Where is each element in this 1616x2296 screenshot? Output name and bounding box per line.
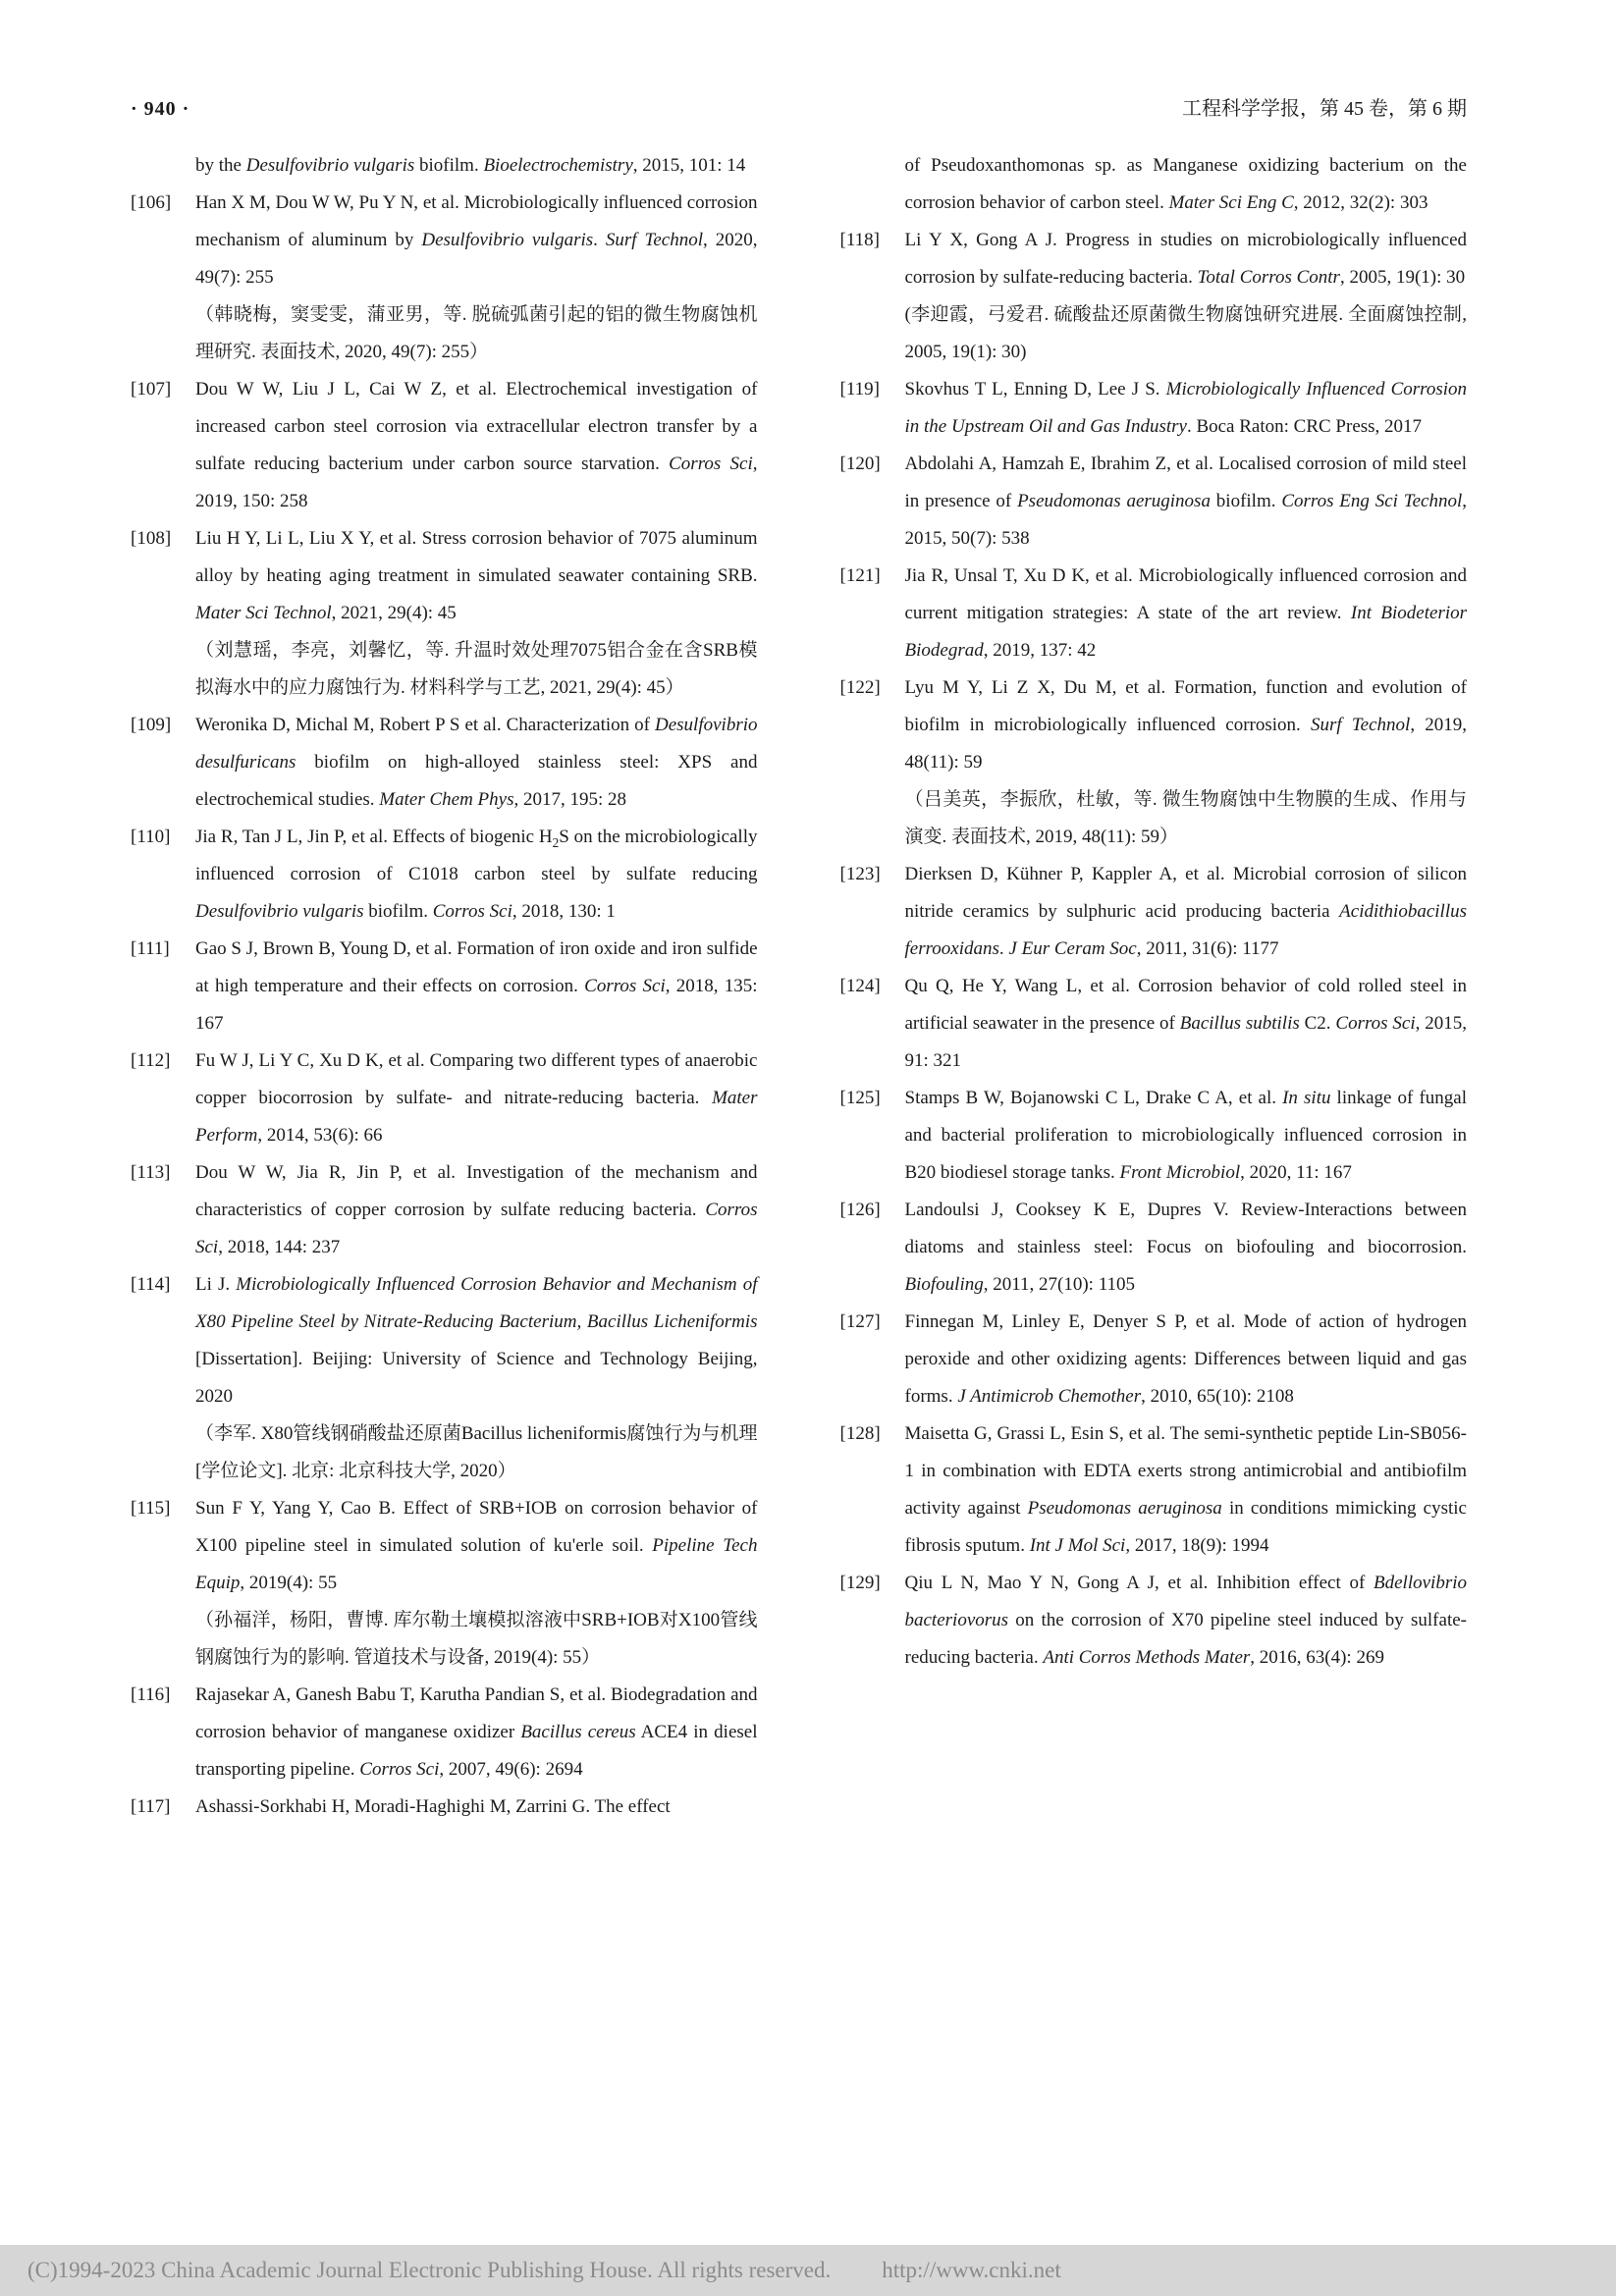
reference-text (195, 520, 758, 707)
references-left-column (131, 147, 758, 1826)
reference-item (840, 856, 1468, 968)
reference-text (195, 1266, 758, 1490)
references-right-column (840, 147, 1468, 1826)
reference-item (131, 1789, 758, 1826)
reference-text (195, 1154, 758, 1266)
reference-label: [112] (131, 1050, 171, 1071)
reference-label: [121] (839, 565, 881, 586)
reference-citation-en: Gao S J, Brown B, Young D, et al. Formation of iron oxide and iron sulfide at high temperature and their effects on corrosion. Corros Sci, 2018, 135: 167 (195, 938, 758, 1034)
reference-citation-en: by the Desulfovibrio vulgaris biofilm. Bioelectrochemistry, 2015, 101: 14 (195, 155, 746, 176)
reference-item (131, 147, 758, 185)
reference-label: [113] (131, 1162, 171, 1183)
reference-item (131, 1677, 758, 1789)
reference-citation-en: Fu W J, Li Y C, Xu D K, et al. Comparing two different types of anaerobic copper biocorrosion by sulfate- and nitrate-reducing bacteria. Mater Perform, 2014, 53(6): 66 (195, 1050, 758, 1146)
reference-label: [125] (839, 1088, 881, 1108)
reference-label: [122] (839, 677, 881, 698)
reference-item (840, 1304, 1468, 1415)
reference-label: [107] (131, 379, 172, 400)
reference-text (195, 707, 758, 819)
reference-citation-en: Dierksen D, Kühner P, Kappler A, et al. Microbial corrosion of silicon nitride ceramics by sulphuric acid producing bacteria Acidithiobacillus ferrooxidans. J Eur Ceram Soc, 2011, 31(6): 1177 (904, 864, 1467, 959)
reference-text (905, 147, 1468, 222)
reference-citation-zh: （刘慧瑶，李亮，刘馨忆，等. 升温时效处理7075铝合金在含SRB模拟海水中的应力腐蚀行为. 材料科学与工艺, 2021, 29(4): 45） (195, 640, 758, 698)
reference-text (195, 1677, 758, 1789)
reference-label: [117] (131, 1796, 171, 1817)
reference-citation-en: Jia R, Tan J L, Jin P, et al. Effects of biogenic $H_2S$ on the microbiologically influenced corrosion of C1018 carbon steel by sulfate reducing Desulfovibrio vulgaris biofilm. Corros Sci, 2018, 130: 1 (195, 827, 758, 922)
reference-label: [110] (131, 827, 171, 847)
reference-item (840, 1565, 1468, 1677)
reference-item (131, 185, 758, 371)
reference-label (131, 147, 195, 185)
reference-label: [106] (131, 192, 172, 213)
reference-text (195, 1042, 758, 1154)
reference-item (840, 446, 1468, 558)
reference-citation-zh: （孙福洋，杨阳，曹博. 库尔勒土壤模拟溶液中SRB+IOB对X100管线钢腐蚀行为的影响. 管道技术与设备, 2019(4): 55） (195, 1610, 758, 1668)
page-header (131, 92, 1467, 121)
reference-item (131, 819, 758, 931)
reference-label: [123] (839, 864, 881, 884)
reference-text (905, 669, 1468, 856)
journal-info: 工程科学学报，第 45 卷，第 6 期 (1182, 98, 1467, 120)
reference-citation-en: Maisetta G, Grassi L, Esin S, et al. The semi-synthetic peptide Lin-SB056-1 in combination with EDTA exerts strong antimicrobial and antibiofilm activity against Pseudomonas aeruginosa in conditions mimicking cystic fibrosis sputum. Int J Mol Sci, 2017, 18(9): 1994 (904, 1423, 1467, 1556)
page-number: · 940 · (131, 98, 190, 120)
reference-text (905, 1192, 1468, 1304)
reference-citation-en: Dou W W, Jia R, Jin P, et al. Investigation of the mechanism and characteristics of copper corrosion by sulfate reducing bacteria. Corros Sci, 2018, 144: 237 (195, 1162, 758, 1257)
reference-citation-en: Skovhus T L, Enning D, Lee J S. Microbiologically Influenced Corrosion in the Upstream Oil and Gas Industry. Boca Raton: CRC Press, 2017 (904, 379, 1467, 437)
reference-citation-en: Dou W W, Liu J L, Cai W Z, et al. Electrochemical investigation of increased carbon steel corrosion via extracellular electron transfer by a sulfate reducing bacterium under carbon source starvation. Corros Sci, 2019, 150: 258 (195, 379, 758, 511)
reference-citation-en: Han X M, Dou W W, Pu Y N, et al. Microbiologically influenced corrosion mechanism of aluminum by Desulfovibrio vulgaris. Surf Technol, 2020, 49(7): 255 (195, 192, 758, 288)
footer-bar (0, 2245, 1616, 2296)
reference-text (905, 222, 1468, 371)
reference-item (840, 147, 1468, 222)
reference-label: [129] (839, 1573, 881, 1593)
reference-item (840, 1080, 1468, 1192)
reference-citation-en: Li J. Microbiologically Influenced Corrosion Behavior and Mechanism of X80 Pipeline Steel by Nitrate-Reducing Bacterium, Bacillus Licheniformis [Dissertation]. Beijing: University of Science and Technology Beijing, 2020 (195, 1274, 758, 1407)
reference-citation-en: Landoulsi J, Cooksey K E, Dupres V. Review-Interactions between diatoms and stainless steel: Focus on biofouling and biocorrosion. Biofouling, 2011, 27(10): 1105 (904, 1200, 1467, 1295)
reference-label: [126] (839, 1200, 881, 1220)
reference-text (195, 185, 758, 371)
reference-text (195, 1490, 758, 1677)
reference-label: [120] (839, 454, 881, 474)
reference-item (840, 968, 1468, 1080)
reference-item (840, 669, 1468, 856)
reference-citation-zh: （韩晓梅，窦雯雯，蒲亚男，等. 脱硫弧菌引起的铝的微生物腐蚀机理研究. 表面技术, 2020, 49(7): 255） (195, 304, 758, 362)
cnki-url[interactable]: http://www.cnki.net (882, 2258, 1061, 2282)
reference-text (905, 558, 1468, 669)
reference-citation-en: Ashassi-Sorkhabi H, Moradi-Haghighi M, Zarrini G. The effect (195, 1796, 671, 1817)
reference-text (195, 819, 758, 931)
reference-label (840, 147, 905, 222)
reference-text (905, 968, 1468, 1080)
reference-item (131, 1154, 758, 1266)
reference-text (905, 1415, 1468, 1565)
reference-text (905, 1565, 1468, 1677)
reference-citation-en: Sun F Y, Yang Y, Cao B. Effect of SRB+IOB on corrosion behavior of X100 pipeline steel in simulated solution of ku'erle soil. Pipeline Tech Equip, 2019(4): 55 (195, 1498, 758, 1593)
reference-text (195, 1789, 758, 1826)
reference-label: [114] (131, 1274, 171, 1295)
reference-item (840, 371, 1468, 446)
reference-citation-en: Qu Q, He Y, Wang L, et al. Corrosion behavior of cold rolled steel in artificial seawater in the presence of Bacillus subtilis C2. Corros Sci, 2015, 91: 321 (904, 976, 1467, 1071)
reference-text (905, 446, 1468, 558)
reference-item (131, 1266, 758, 1490)
reference-item (131, 1042, 758, 1154)
reference-label: [115] (131, 1498, 171, 1519)
reference-text (905, 856, 1468, 968)
reference-citation-en: Qiu L N, Mao Y N, Gong A J, et al. Inhibition effect of Bdellovibrio bacteriovorus on the corrosion of X70 pipeline steel induced by sulfate-reducing bacteria. Anti Corros Methods Mater, 2016, 63(4): 269 (904, 1573, 1467, 1668)
reference-item (840, 558, 1468, 669)
reference-item (131, 707, 758, 819)
reference-item (131, 520, 758, 707)
reference-text (195, 147, 758, 185)
reference-citation-zh: （李军. X80管线钢硝酸盐还原菌Bacillus licheniformis腐蚀行为与机理[学位论文]. 北京: 北京科技大学, 2020） (195, 1423, 758, 1481)
reference-label: [111] (131, 938, 170, 959)
reference-item (840, 1192, 1468, 1304)
reference-label: [116] (131, 1684, 171, 1705)
reference-citation-en: Jia R, Unsal T, Xu D K, et al. Microbiologically influenced corrosion and current mitigation strategies: A state of the art review. Int Biodeterior Biodegrad, 2019, 137: 42 (904, 565, 1468, 661)
reference-item (840, 222, 1468, 371)
reference-citation-en: Stamps B W, Bojanowski C L, Drake C A, et al. In situ linkage of fungal and bacterial proliferation to microbiologically influenced corrosion in B20 biodiesel storage tanks. Front Microbiol, 2020, 11: 167 (904, 1088, 1467, 1183)
reference-label: [119] (839, 379, 880, 400)
reference-text (905, 371, 1468, 446)
reference-text (905, 1304, 1468, 1415)
reference-text (905, 1080, 1468, 1192)
reference-citation-en: of Pseudoxanthomonas sp. as Manganese oxidizing bacterium on the corrosion behavior of carbon steel. Mater Sci Eng C, 2012, 32(2): 303 (904, 155, 1467, 213)
reference-citation-en: Liu H Y, Li L, Liu X Y, et al. Stress corrosion behavior of 7075 aluminum alloy by heating aging treatment in simulated seawater containing SRB. Mater Sci Technol, 2021, 29(4): 45 (195, 528, 758, 623)
reference-item (131, 1490, 758, 1677)
reference-label: [108] (131, 528, 172, 549)
reference-citation-en: Rajasekar A, Ganesh Babu T, Karutha Pandian S, et al. Biodegradation and corrosion behavior of manganese oxidizer Bacillus cereus ACE4 in diesel transporting pipeline. Corros Sci, 2007, 49(6): 2694 (195, 1684, 758, 1780)
reference-text (195, 371, 758, 520)
reference-label: [118] (839, 230, 880, 250)
reference-label: [124] (839, 976, 881, 996)
reference-citation-en: Li Y X, Gong A J. Progress in studies on microbiologically influenced corrosion by sulfate-reducing bacteria. Total Corros Contr, 2005, 19(1): 30 (904, 230, 1467, 288)
reference-item (131, 931, 758, 1042)
reference-label: [127] (839, 1311, 881, 1332)
reference-label: [109] (131, 715, 172, 735)
reference-citation-en: Lyu M Y, Li Z X, Du M, et al. Formation, function and evolution of biofilm in microbiologically influenced corrosion. Surf Technol, 2019, 48(11): 59 (904, 677, 1468, 773)
reference-item (840, 1415, 1468, 1565)
reference-text (195, 931, 758, 1042)
reference-label: [128] (839, 1423, 881, 1444)
reference-item (131, 371, 758, 520)
reference-citation-en: Abdolahi A, Hamzah E, Ibrahim Z, et al. Localised corrosion of mild steel in presence of Pseudomonas aeruginosa biofilm. Corros Eng Sci Technol, 2015, 50(7): 538 (904, 454, 1467, 549)
reference-citation-en: Weronika D, Michal M, Robert P S et al. Characterization of Desulfovibrio desulfuricans biofilm on high-alloyed stainless steel: XPS and electrochemical studies. Mater Chem Phys, 2017, 195: 28 (195, 715, 758, 810)
reference-citation-en: Finnegan M, Linley E, Denyer S P, et al. Mode of action of hydrogen peroxide and other oxidizing agents: Differences between liquid and gas forms. J Antimicrob Chemother, 2010, 65(10): 2108 (904, 1311, 1467, 1407)
reference-citation-zh: （吕美英，李振欣，杜敏，等. 微生物腐蚀中生物膜的生成、作用与演变. 表面技术, 2019, 48(11): 59） (904, 789, 1467, 847)
reference-citation-zh: (李迎霞，弓爱君. 硫酸盐还原菌微生物腐蚀研究进展. 全面腐蚀控制, 2005, 19(1): 30) (904, 304, 1467, 362)
references-section (131, 147, 1467, 1826)
copyright-text: (C)1994-2023 China Academic Journal Electronic Publishing House. All rights reserved. (27, 2258, 832, 2282)
